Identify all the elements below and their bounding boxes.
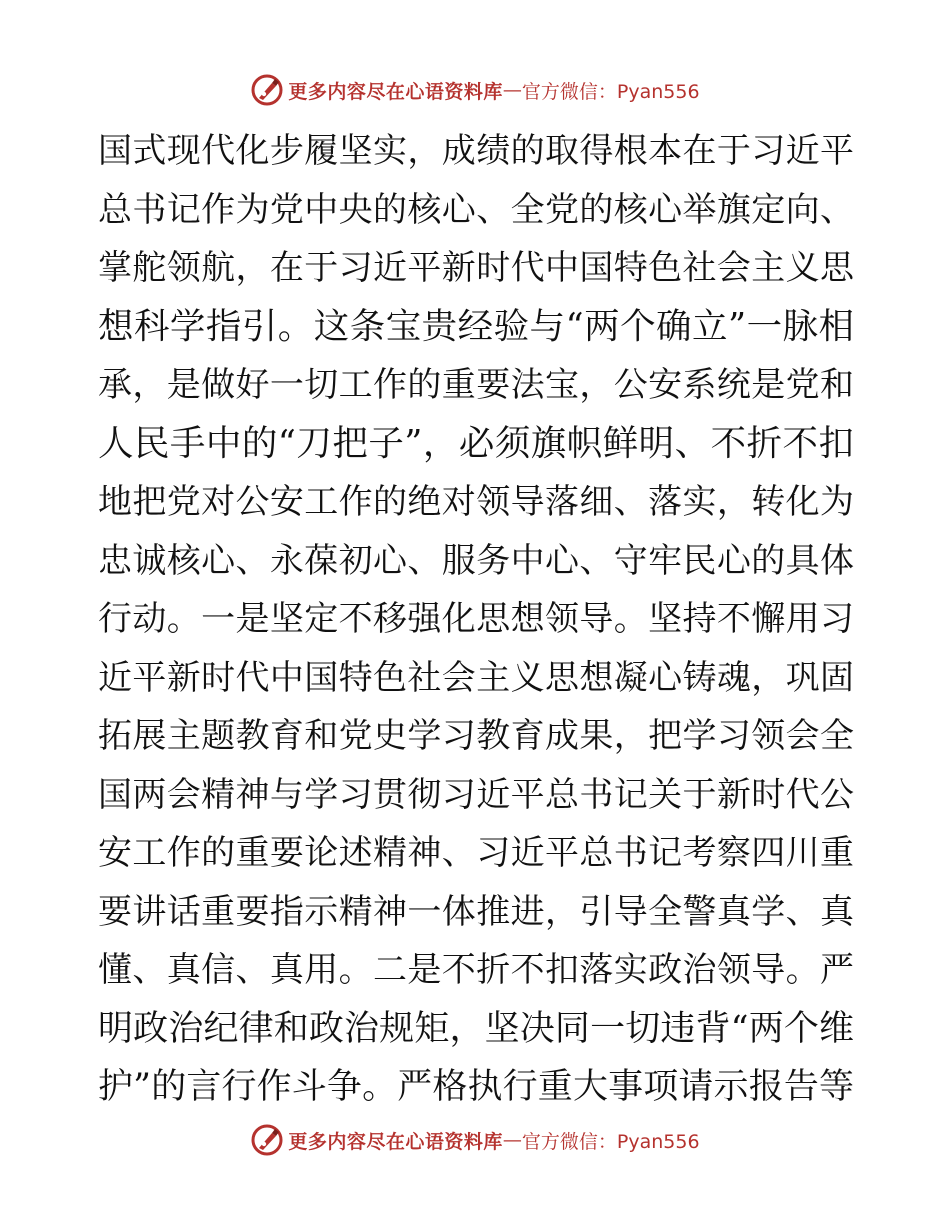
header-dash: — [502,79,522,101]
body-line: 想科学指引。这条宝贵经验与“两个确立”一脉相 [98,305,854,347]
footer-banner [0,1120,950,1160]
body-line: 懂、真信、真用。二是不折不扣落实政治领导。严 [98,950,854,990]
body-line: 承，是做好一切工作的重要法宝，公安系统是党和 [98,365,854,405]
header-banner [0,70,950,110]
pen-logo-icon [250,73,284,107]
footer-dash: — [502,1129,522,1151]
body-line: 安工作的重要论述精神、习近平总书记考察四川重 [98,833,854,873]
body-line: 人民手中的“刀把子”，必须旗帜鲜明、不折不扣 [98,422,854,464]
body-line: 护”的言行作斗争。严格执行重大事项请示报告等 [98,1067,854,1107]
body-line: 要讲话重要指示精神一体推进，引导全警真学、真 [98,891,854,932]
body-line: 拓展主题教育和党史学习教育成果，把学习领会全 [98,716,854,756]
body-line: 地把党对公安工作的绝对领导落细、落实，转化为 [98,482,854,522]
body-line: 总书记作为党中央的核心、全党的核心举旗定向、 [98,189,854,230]
body-line: 行动。一是坚定不移强化思想领导。坚持不懈用习 [98,599,854,639]
footer-site-text: 更多内容尽在心语资料库 [288,1130,503,1153]
body-line: 近平新时代中国特色社会主义思想凝心铸魂，巩固 [98,657,854,698]
body-line: 国两会精神与学习贯彻习近平总书记关于新时代公 [98,774,854,815]
header-site-text: 更多内容尽在心语资料库 [288,80,503,103]
body-line: 国式现代化步履坚实，成绩的取得根本在于习近平 [98,131,854,171]
footer-wechat-text: 官方微信：Pyan556 [521,1130,700,1153]
document-body [98,122,854,1117]
pen-logo-icon [250,1123,284,1157]
body-line: 忠诚核心、永葆初心、服务中心、守牢民心的具体 [98,540,854,581]
body-line: 掌舵领航，在于习近平新时代中国特色社会主义思 [98,248,854,288]
body-line: 明政治纪律和政治规矩，坚决同一切违背“两个维 [98,1008,854,1049]
header-wechat-text: 官方微信：Pyan556 [521,80,700,103]
